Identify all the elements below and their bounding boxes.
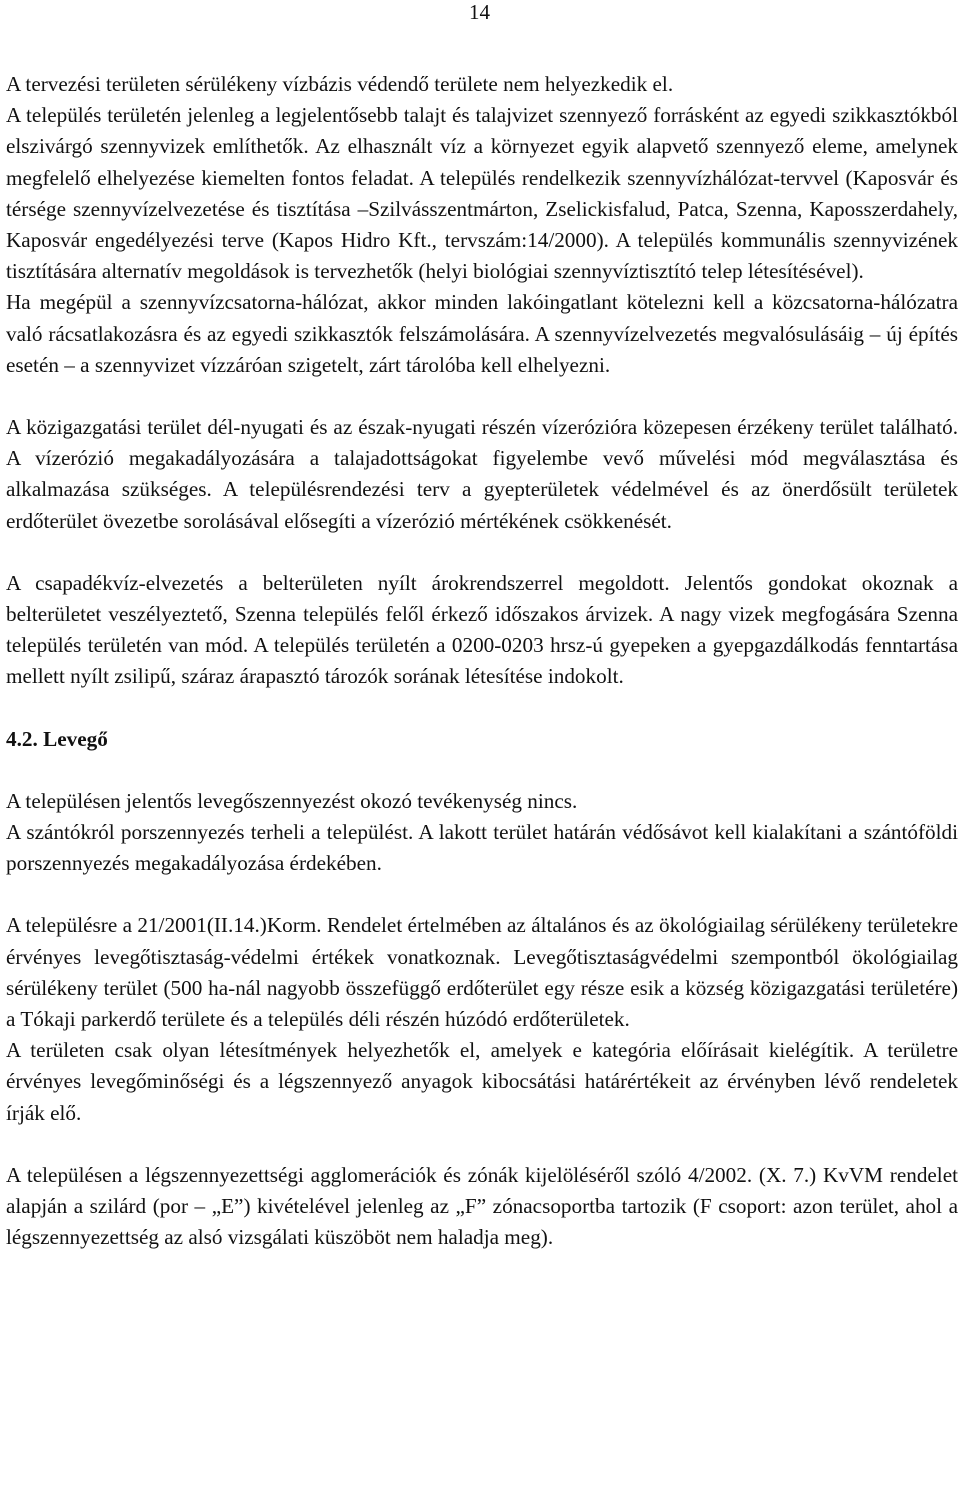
page-number: 14 <box>469 0 490 24</box>
paragraph-soil-pollution: A település területén jelenleg a legjelentősebb talajt és talajvizet szennyező forrásként az egyedi szikkasztókból elszivárgó szennyvizek említhetők. Az elhasznált víz a környezet egyik alapvető szennyező eleme, amelynek megfelelő elhelyezése kiemelten fontos feladat. A település rendelkezik szennyvízhálózat-tervvel (Kaposvár és térsége szennyvízelvezetése és tisztítása –Szilvásszentmárton, Zselickisfalud, Patca, Szenna, Kaposszerdahely, Kaposvár engedélyezési terve (Kapos Hidro Kft., tervszám:14/2000). A település kommunális szennyvizének tisztítására alternatív megoldások is tervezhetők (helyi biológiai szennyvíztisztító telep létesítésével). <box>6 103 958 284</box>
section-heading: 4.2. Levegő <box>6 726 108 751</box>
paragraph-permitted-facilities: A területen csak olyan létesítmények helyezhetők el, amelyek e kategória előírásait kielégítik. A területre érvényes levegőminőségi és a légszennyező anyagok kibocsátási határértékeit az érvényben lévő rendeletek írják elő. <box>6 1038 958 1125</box>
paragraph-water-base: A tervezési területen sérülékeny vízbázis védendő területe nem helyezkedik el. <box>6 72 674 96</box>
paragraph-zone-classification: A településen a légszennyezettségi agglomerációk és zónák kijelöléséről szóló 4/2002. (X. 7.) KvVM rendelet alapján a szilárd (por – „E”) kivételével jelenleg az „F” zónacsoportba tartozik (F csoport: azon terület, ahol a légszennyezettség az alsó vizsgálati küszöböt nem haladja meg). <box>6 1162 958 1250</box>
paragraph-rainwater-drainage: A csapadékvíz-elvezetés a belterületen nyílt árokrendszerrel megoldott. Jelentős gondokat okoznak a belterületet veszélyeztető, Szenna település felől érkező időszakos árvizek. A nagy vizek megfogására Szenna település területén van mód. A település területén a 0200-0203 hrsz-ú gyepeken a gyepgazdálkodás fenntartása mellett nyílt zsilipű, száraz árapasztó tározók sorának létesítése indokolt. <box>6 570 958 689</box>
paragraph-air-pollution: A településen jelentős levegőszennyezést okozó tevékenység nincs. <box>6 788 578 813</box>
document-body <box>6 69 958 1254</box>
paragraph-air-quality-regulation: A településre a 21/2001(II.14.)Korm. Rendelet értelmében az általános és az ökológiailag sérülékeny területekre érvényes levegőtisztaság-védelmi értékek vonatkoznak. Levegőtisztaságvédelmi szempontból ökológiailag sérülékeny terület (500 ha-nál nagyobb összefüggő erdőterület egy része esik a község közigazgatási területére) a Tókaji parkerdő területe és a település déli részén húzódó erdőterületek. <box>6 913 958 1032</box>
paragraph-water-erosion: A közigazgatási terület dél-nyugati és az észak-nyugati részén vízerózióra közepesen érzékeny terület található. A vízerózió megakadályozására a talajadottságokat figyelembe vevő művelési mód megválasztása és alkalmazása szükséges. A településrendezési terv a gyepterületek védelmével és az önerdősült területek erdőterület övezetbe sorolásával elősegíti a vízerózió mértékének csökkenését. <box>6 415 958 533</box>
paragraph-dust-pollution: A szántókról porszennyezés terheli a települést. A lakott terület határán védősávot kell kialakítani a szántóföldi porszennyezés megakadályozása érdekében. <box>6 820 958 876</box>
paragraph-sewer-network: Ha megépül a szennyvízcsatorna-hálózat, akkor minden lakóingatlant kötelezni kell a közcsatorna-hálózatra való rácsatlakozásra és az egyedi szikkasztók felszámolására. A szennyvízelvezetés megvalósulásáig – új építés esetén – a szennyvizet vízzáróan szigetelt, zárt tárolóba kell elhelyezni. <box>6 290 958 377</box>
